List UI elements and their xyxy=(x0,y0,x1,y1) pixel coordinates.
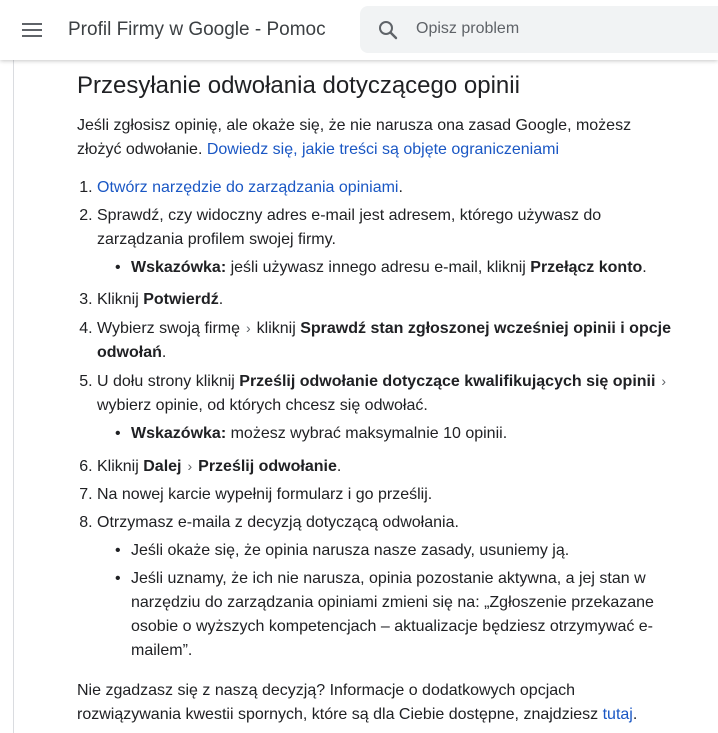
step-2-text: Sprawdź, czy widoczny adres e-mail jest adresem, którego używasz do zarządzania profilem swojej firmy. xyxy=(97,207,602,248)
step-1 xyxy=(97,176,677,200)
step-3-after: . xyxy=(218,291,224,308)
step-5-tips xyxy=(97,422,677,446)
step-4-text2: kliknij xyxy=(256,320,301,337)
step-4-text: Wybierz swoją firmę xyxy=(97,320,240,337)
chevron-right-icon: › xyxy=(246,320,251,336)
step-4 xyxy=(97,316,677,365)
tip-after: . xyxy=(642,259,647,276)
intro-text: Jeśli zgłosisz opinię, ale okaże się, że nie narusza ona zasad Google, możesz złożyć odwołanie. xyxy=(77,117,632,158)
step-1-after: . xyxy=(398,179,403,196)
app-title[interactable]: Profil Firmy w Google - Pomoc xyxy=(68,19,326,40)
steps-list xyxy=(77,176,677,663)
step-2-tip xyxy=(115,256,677,280)
dispute-options-link[interactable]: tutaj xyxy=(602,706,633,723)
step-6-text: Kliknij xyxy=(97,458,144,475)
step-5 xyxy=(97,369,677,446)
step-5-text: U dołu strony kliknij xyxy=(97,373,240,390)
step-5-text2: wybierz opinie, od których chcesz się odwołać. xyxy=(97,397,428,414)
page-title: Przesyłanie odwołania dotyczącego opinii xyxy=(77,72,520,99)
outro-text: Nie zgadzasz się z naszą decyzją? Informacje o dodatkowych opcjach rozwiązywania kwestii spornych, które są dla Ciebie dostępne, znajdziesz xyxy=(77,682,603,723)
chevron-right-icon: › xyxy=(187,458,193,474)
step-6 xyxy=(97,454,677,479)
article xyxy=(77,70,677,727)
step-8 xyxy=(97,511,677,663)
outcome-item: • Jeśli uznamy, że ich nie narusza, opinia pozostanie aktywna, a jej stan w narzędziu do zarządzania opiniami zmieni się na: „Zgłoszenie przekazane osobie o wyższych kompetencjach – aktualizacje będziesz otrzymywać e-mailem”. xyxy=(115,567,677,663)
search-input[interactable] xyxy=(416,15,706,43)
step-3-text: Kliknij xyxy=(97,291,144,308)
search-icon[interactable] xyxy=(376,18,400,42)
step-8-outcomes xyxy=(97,539,677,663)
step-2 xyxy=(97,204,677,280)
open-review-tool-link[interactable]: Otwórz narzędzie do zarządzania opiniami xyxy=(97,179,399,196)
outro-paragraph xyxy=(77,679,677,727)
check-status-label: Sprawdź stan zgłoszonej wcześniej opinii i opcje odwołań xyxy=(97,320,671,361)
top-app-bar xyxy=(0,0,718,60)
confirm-label: Potwierdź xyxy=(143,291,219,308)
step-7 xyxy=(97,483,677,507)
step-4-after: . xyxy=(161,344,167,361)
step-8-text: Otrzymasz e-maila z decyzją dotyczącą odwołania. xyxy=(97,514,459,531)
intro-paragraph xyxy=(77,114,677,162)
menu-button[interactable] xyxy=(14,12,50,48)
step-3 xyxy=(97,288,677,312)
step-5-tip xyxy=(115,422,677,446)
next-label: Dalej xyxy=(143,458,182,475)
outcome-item: • Jeśli okaże się, że opinia narusza nasze zasady, usuniemy ją. xyxy=(115,539,677,563)
search-box[interactable] xyxy=(360,6,718,53)
step-2-tips xyxy=(97,256,677,280)
step-7-text: Na nowej karcie wypełnij formularz i go prześlij. xyxy=(97,486,433,503)
switch-account-label: Przełącz konto xyxy=(530,259,643,276)
step-6-after: . xyxy=(336,458,342,475)
tip-text: możesz wybrać maksymalnie 10 opinii. xyxy=(226,425,508,442)
hamburger-menu-icon xyxy=(22,23,42,37)
chevron-right-icon: › xyxy=(661,373,667,389)
submit-label: Prześlij odwołanie xyxy=(198,458,337,475)
tip-label: Wskazówka: xyxy=(131,259,227,276)
tip-label: Wskazówka: xyxy=(131,425,227,442)
submit-appeal-label: Prześlij odwołanie dotyczące kwalifikujących się opinii xyxy=(239,373,656,390)
tip-text: jeśli używasz innego adresu e-mail, kliknij xyxy=(226,259,531,276)
outro-after: . xyxy=(632,706,638,723)
restricted-content-link[interactable]: Dowiedz się, jakie treści są objęte ograniczeniami xyxy=(206,141,560,158)
